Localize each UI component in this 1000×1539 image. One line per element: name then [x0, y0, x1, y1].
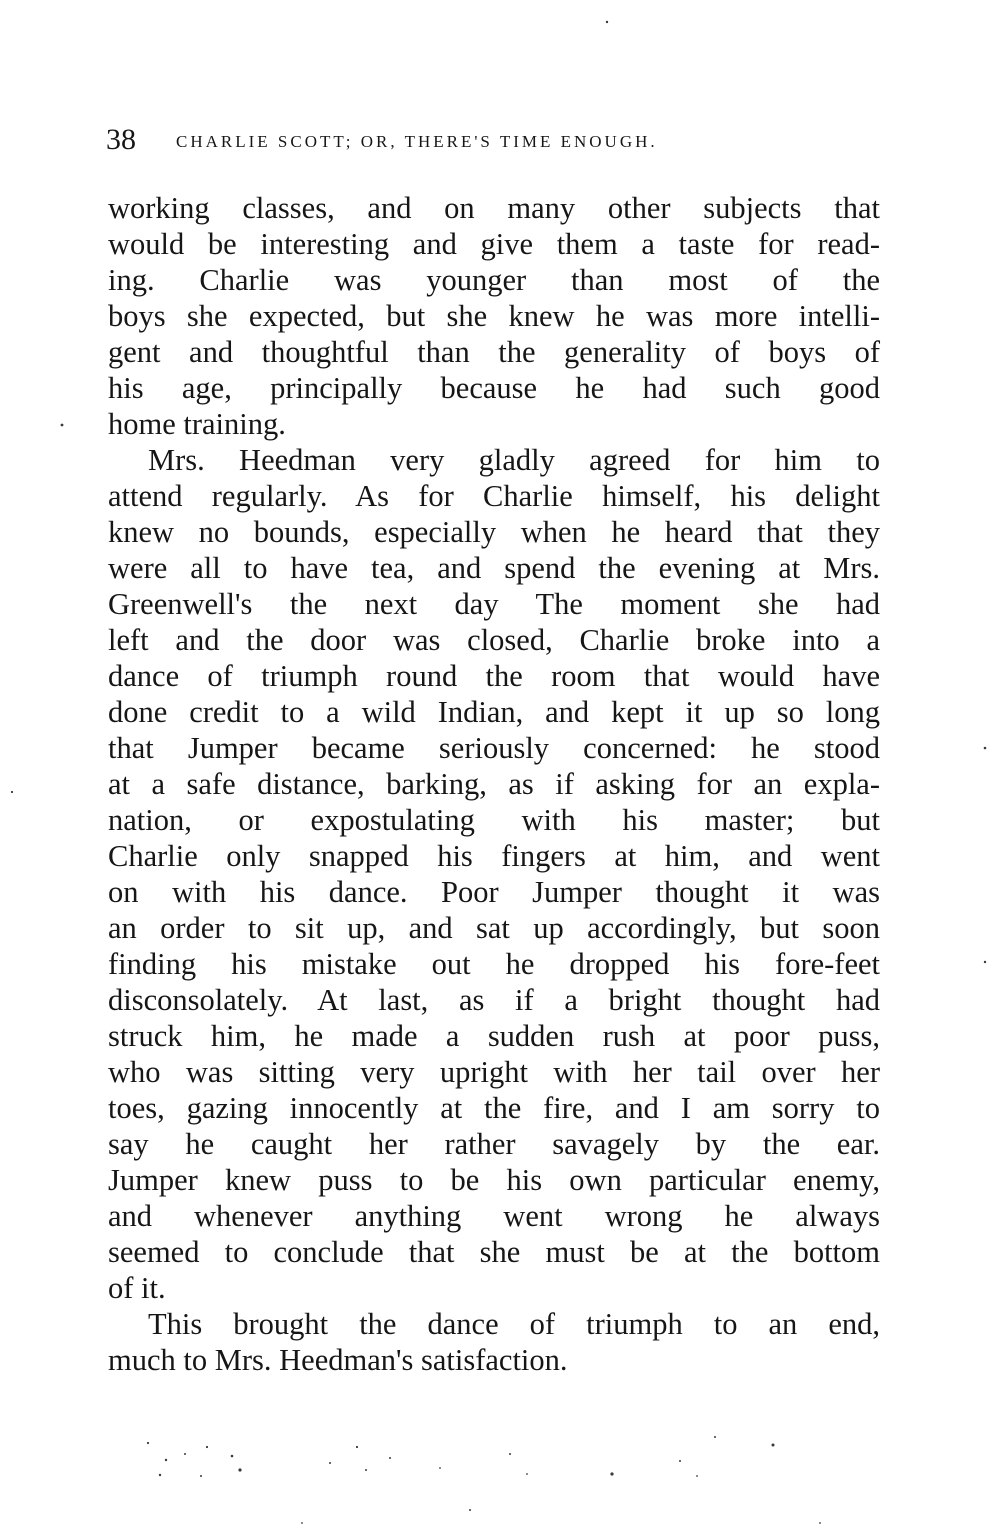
text-line: finding his mistake out he dropped his fore-feet — [108, 947, 880, 981]
page-number: 38 — [106, 123, 136, 156]
text-line: gent and thoughtful than the generality of boys of — [108, 335, 880, 369]
text-line: say he caught her rather savagely by the ear. — [108, 1127, 880, 1161]
text-line: boys she expected, but she knew he was more intelli- — [108, 299, 880, 333]
text-line: working classes, and on many other subjects that — [108, 191, 880, 225]
text-line: toes, gazing innocently at the fire, and I am sorry to — [108, 1091, 880, 1125]
text-line: would be interesting and give them a taste for read- — [108, 227, 880, 261]
text-line: knew no bounds, especially when he heard that they — [108, 515, 880, 549]
text-line: Charlie only snapped his fingers at him, and went — [108, 839, 880, 873]
body-text — [108, 190, 880, 1378]
page-header — [106, 118, 886, 162]
running-title: CHARLIE SCOTT; OR, THERE'S TIME ENOUGH. — [176, 132, 658, 151]
text-line: that Jumper became seriously concerned: he stood — [108, 731, 880, 765]
text-line: at a safe distance, barking, as if asking for an expla- — [108, 767, 880, 801]
text-line: disconsolately. At last, as if a bright thought had — [108, 983, 880, 1017]
text-line: Jumper knew puss to be his own particular enemy, — [108, 1163, 880, 1197]
paragraph-end-line: home training. — [108, 407, 286, 441]
text-line: nation, or expostulating with his master; but — [108, 803, 880, 837]
text-line: ing. Charlie was younger than most of the — [108, 263, 880, 297]
text-line: left and the door was closed, Charlie broke into a — [108, 623, 880, 657]
text-line: done credit to a wild Indian, and kept it up so long — [108, 695, 880, 729]
text-line: who was sitting very upright with her tail over her — [108, 1055, 880, 1089]
text-line: dance of triumph round the room that would have — [108, 659, 880, 693]
text-line: seemed to conclude that she must be at the bottom — [108, 1235, 880, 1269]
text-line: attend regularly. As for Charlie himself, his delight — [108, 479, 880, 513]
text-line: an order to sit up, and sat up accordingly, but soon — [108, 911, 880, 945]
text-line: struck him, he made a sudden rush at poor puss, — [108, 1019, 880, 1053]
paragraph-end-line: of it. — [108, 1271, 166, 1305]
paragraph-end-line: much to Mrs. Heedman's satisfaction. — [108, 1343, 568, 1377]
paragraph-start-line: Mrs. Heedman very gladly agreed for him to — [148, 443, 880, 477]
text-line: were all to have tea, and spend the evening at Mrs. — [108, 551, 880, 585]
text-line: on with his dance. Poor Jumper thought it was — [108, 875, 880, 909]
text-line: and whenever anything went wrong he always — [108, 1199, 880, 1233]
text-line: Greenwell's the next day The moment she had — [108, 587, 880, 621]
paragraph-start-line: This brought the dance of triumph to an end, — [148, 1307, 880, 1341]
text-line: his age, principally because he had such good — [108, 371, 880, 405]
